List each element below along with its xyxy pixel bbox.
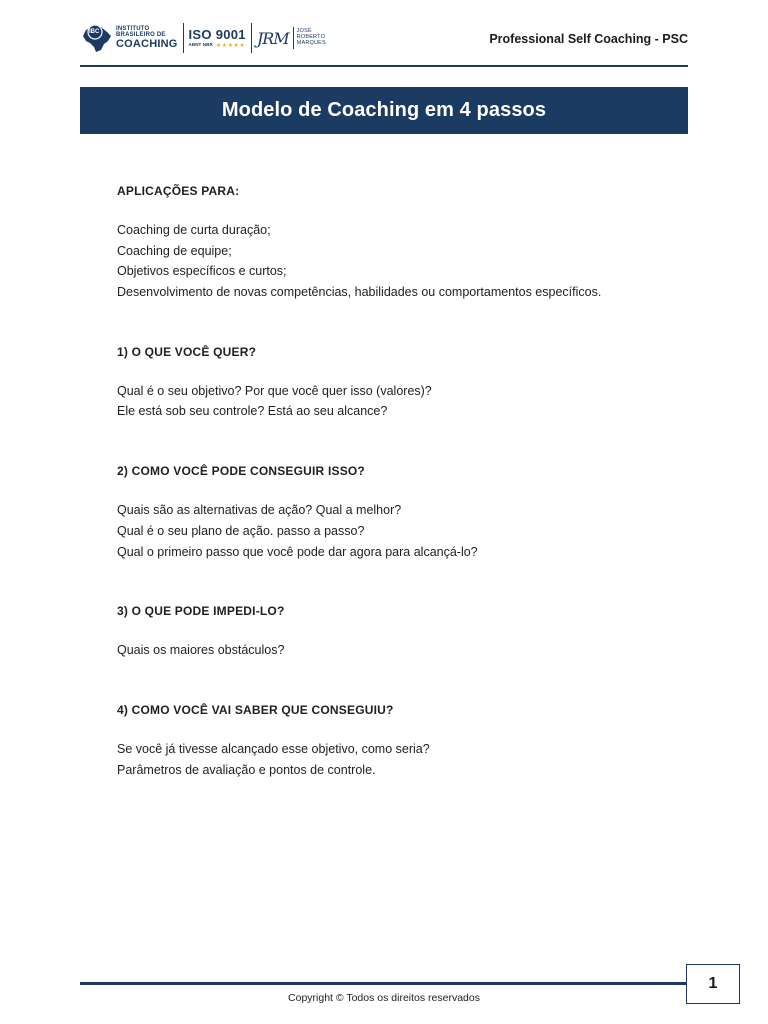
jrm-divider [293,27,294,49]
copyright-notice: Copyright © Todos os direitos reservados [288,992,480,1004]
body-line: Ele está sob seu controle? Está ao seu alcance? [117,404,388,419]
logo-divider [251,23,252,53]
body-line: Qual é o seu plano de ação. passo a passo? [117,523,365,538]
section-step-2 [117,458,677,562]
ibc-line-1: INSTITUTO [116,26,150,32]
section-heading: 3) O QUE PODE IMPEDI-LO? [117,604,285,619]
body-line: Se você já tivesse alcançado esse objetivo, como seria? [117,741,430,756]
header-title: Professional Self Coaching - PSC [489,32,688,46]
body-line: Quais os maiores obstáculos? [117,643,285,658]
iso-abnt: ABNT NBR [188,42,213,48]
body-line: Qual é o seu objetivo? Por que você quer isso (valores)? [117,383,432,398]
footer-divider [80,982,686,985]
body-line: Parâmetros de avaliação e pontos de controle. [117,762,376,777]
section-heading: APLICAÇÕES PARA: [117,184,240,198]
ibc-badge-text: IBC [89,29,100,35]
title-banner [80,87,688,134]
iso-subline [189,43,246,49]
section-heading: 2) COMO VOCÊ PODE CONSEGUIR ISSO? [117,464,365,479]
section-step-1 [117,339,677,422]
section-step-4 [117,697,677,780]
ibc-line-3: COACHING [116,38,178,50]
jrm-names [297,29,326,46]
ibc-line-2: BRASILEIRO DE [116,32,166,38]
body-line: Desenvolvimento de novas competências, habilidades ou comportamentos específicos. [117,285,602,300]
page-header [80,18,688,64]
section-heading: 4) COMO VOCÊ VAI SABER QUE CONSEGUIU? [117,702,394,717]
brazil-map-icon [80,21,114,55]
ibc-logo [80,18,178,58]
iso-logo [189,28,246,49]
jrm-name-2: ROBERTO [296,34,326,41]
page-number: 1 [686,964,740,1004]
section-applications [117,178,677,303]
section-step-3 [117,598,677,661]
jrm-logo [257,27,326,49]
document-title: Modelo de Coaching em 4 passos [221,99,547,121]
section-heading: 1) O QUE VOCÊ QUER? [117,344,257,359]
jrm-name-1: JOSÉ [296,28,312,35]
body-line: Coaching de equipe; [117,243,232,258]
body-line: Qual o primeiro passo que você pode dar agora para alcançá-lo? [117,544,478,559]
star-icons: ★★★★★ [215,42,246,49]
jrm-monogram: JRM [256,28,289,48]
body-line: Coaching de curta duração; [117,223,271,237]
body-line: Quais são as alternativas de ação? Qual a melhor? [117,503,402,518]
header-divider [80,65,688,67]
iso-title: ISO 9001 [188,26,246,42]
logo-divider [183,23,184,53]
header-logos [80,18,326,58]
ibc-wordmark [116,26,178,50]
document-body [117,178,677,780]
body-line: Objetivos específicos e curtos; [117,264,287,279]
jrm-name-3: MARQUES [296,39,326,46]
